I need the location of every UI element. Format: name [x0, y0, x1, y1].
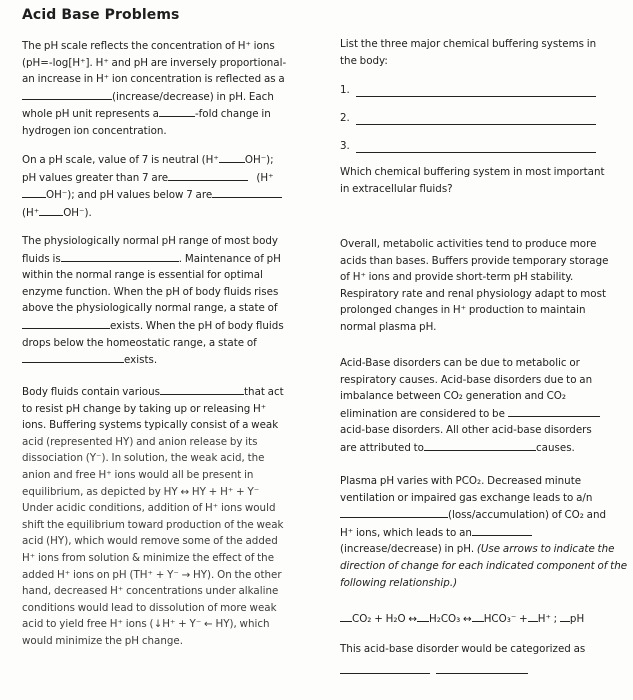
text-line: (increase/decrease) in pH.	[340, 543, 477, 556]
text-line: (H⁺	[256, 171, 274, 184]
text-line: OH⁻); and pH values below 7 are	[46, 189, 213, 202]
equation-term: pH	[569, 613, 585, 625]
text-line: OH⁻);	[244, 154, 274, 166]
text-line: whole pH unit represents a	[22, 108, 159, 121]
text-line: enzyme function. When the pH of body fluids rises	[22, 285, 279, 298]
ph-change-blank[interactable]	[472, 524, 532, 536]
neutral-ph-paragraph	[22, 151, 314, 221]
answer-blank-2[interactable]	[356, 113, 596, 125]
metabolic-paragraph	[340, 236, 632, 336]
text-line: Respiratory rate and renal physiology adapt to most	[340, 287, 607, 300]
ph-scale-paragraph	[22, 38, 314, 140]
neutral-relation-blank[interactable]	[219, 151, 245, 163]
above-7-blank[interactable]	[168, 169, 248, 181]
disorders-paragraph	[340, 355, 632, 457]
text-line: of H⁺ ions and provide short-term pH stability.	[340, 271, 574, 284]
hco3-arrow-blank[interactable]	[472, 610, 484, 622]
text-line: This acid-base disorder would be categorized as	[340, 643, 586, 655]
text-line: (pH=-log[H⁺]. H⁺ and pH are inversely proportional-	[22, 56, 287, 69]
text-line: the body:	[340, 54, 388, 67]
ph-arrow-blank[interactable]	[560, 610, 570, 622]
above-7-relation-blank[interactable]	[22, 186, 46, 198]
text-line: The physiologically normal pH range of most body	[22, 235, 279, 247]
co2-arrow-blank[interactable]	[340, 610, 352, 622]
instruction-italic: (Use arrows to indicate the	[476, 543, 615, 556]
text-line: added H⁺ ions on pH (TH⁺ + Y⁻ → HY). On the other	[22, 568, 282, 581]
extracellular-question	[340, 164, 632, 197]
page-title: Acid Base Problems	[22, 7, 180, 23]
answer-line-1	[340, 84, 350, 96]
category-blank-1[interactable]	[340, 662, 430, 674]
list-number: 2.	[340, 112, 350, 124]
text-line: shift the equilibrium toward production of the weak	[22, 518, 284, 531]
text-line: The pH scale reflects the concentration of H⁺ ions	[22, 40, 275, 52]
equation-term: H₂CO₃ ↔	[428, 613, 472, 625]
alkalosis-blank[interactable]	[22, 317, 110, 329]
text-line: Overall, metabolic activities tend to produce more	[340, 238, 597, 250]
text-line: Body fluids contain various	[22, 386, 160, 398]
list-number: 3.	[340, 140, 350, 152]
text-line: H⁺ ions, which leads to an	[340, 526, 472, 539]
text-line: respiratory causes. Acid-base disorders due to an	[340, 373, 593, 386]
text-line: pH values greater than 7 are	[22, 171, 169, 184]
h2co3-arrow-blank[interactable]	[417, 610, 429, 622]
answer-line-2	[340, 112, 350, 124]
text-line: OH⁻).	[63, 206, 92, 219]
list-number: 1.	[340, 84, 350, 96]
text-line: dissociation (Y⁻). In solution, the weak acid, the	[22, 452, 265, 465]
answer-line-3	[340, 140, 350, 152]
text-line: an increase in H⁺ ion concentration is reflected as a	[22, 73, 285, 86]
text-line: that act	[244, 386, 284, 398]
physiological-ph-paragraph	[22, 233, 314, 369]
text-line: anion and free H⁺ ions would all be present in	[22, 468, 254, 481]
text-line: (loss/accumulation) of CO₂ and	[448, 509, 607, 522]
loss-accumulation-blank[interactable]	[340, 506, 448, 518]
normal-range-blank[interactable]	[61, 250, 179, 262]
text-line: prolonged changes in H⁺ production to maintain	[340, 304, 586, 317]
text-line: normal plasma pH.	[340, 320, 437, 333]
h-ion-arrow-blank[interactable]	[528, 610, 538, 622]
text-line: Which chemical buffering system in most important	[340, 166, 605, 178]
plasma-ph-paragraph	[340, 473, 632, 591]
text-line: Under acidic conditions, addition of H⁺ ions would	[22, 502, 276, 515]
text-line: drops below the homeostatic range, a state of	[22, 336, 257, 349]
text-line: H⁺ ions from solution & minimize the effect of the	[22, 551, 275, 564]
below-7-blank[interactable]	[212, 186, 282, 198]
text-line: fluids is	[22, 252, 61, 265]
text-line: acids than bases. Buffers provide temporary storage	[340, 254, 609, 267]
text-line: exists.	[124, 354, 158, 367]
text-line: acid to yield free H⁺ ions (↓H⁺ + Y⁻ ← HY), which	[22, 618, 270, 631]
text-line: in extracellular fluids?	[340, 182, 453, 195]
fold-change-blank[interactable]	[159, 105, 195, 117]
equation-line	[340, 610, 632, 628]
text-line: acid (represented HY) and anion release by its	[22, 435, 258, 448]
text-line: imbalance between CO₂ generation and CO₂	[340, 390, 567, 403]
acidosis-blank[interactable]	[22, 351, 124, 363]
text-line: within the normal range is essential for optimal	[22, 269, 263, 282]
below-7-relation-blank[interactable]	[39, 204, 63, 216]
categorized-question	[340, 641, 632, 679]
text-line: hydrogen ion concentration.	[22, 124, 167, 137]
text-line: conditions would lead to dissolution of more weak	[22, 601, 277, 614]
answer-blank-1[interactable]	[356, 85, 596, 97]
text-line: On a pH scale, value of 7 is neutral (H⁺	[22, 154, 219, 166]
equation-term: HCO₃⁻ +	[483, 613, 528, 625]
text-line: List the three major chemical buffering systems in	[340, 38, 597, 50]
text-line: (H⁺	[22, 206, 40, 219]
text-line: Plasma pH varies with PCO₂. Decreased minute	[340, 475, 582, 487]
text-line: Acid-Base disorders can be due to metabolic or	[340, 357, 580, 369]
increase-decrease-blank[interactable]	[22, 88, 112, 100]
text-line: elimination are considered to be	[340, 407, 505, 420]
category-blank-2[interactable]	[436, 662, 528, 674]
answer-blank-3[interactable]	[356, 141, 596, 153]
buffers-blank[interactable]	[160, 383, 244, 395]
instruction-italic: following relationship.)	[340, 576, 458, 589]
equation-term: CO₂ + H₂O ↔	[352, 613, 417, 625]
text-line: acid-base disorders. All other acid-base disorders	[340, 424, 592, 437]
text-line: would minimize the pH change.	[22, 634, 183, 647]
text-line: (increase/decrease) in pH. Each	[112, 90, 274, 103]
metabolic-blank[interactable]	[424, 439, 536, 451]
text-line: above the physiologically normal range, a state of	[22, 302, 278, 315]
buffer-systems-question	[340, 36, 632, 69]
instruction-italic: direction of change for each indicated component of the	[340, 559, 628, 572]
buffers-paragraph	[22, 383, 314, 650]
text-line: ions. Buffering systems typically consist of a weak	[22, 419, 279, 432]
equation-term: H⁺ ;	[537, 613, 558, 625]
text-line: exists. When the pH of body fluids	[110, 319, 284, 332]
text-line: equilibrium, as depicted by HY ↔ HY + H⁺ + Y⁻	[22, 485, 260, 498]
text-line: acid (HY), which would remove some of the added	[22, 535, 278, 548]
text-line: . Maintenance of pH	[178, 252, 281, 265]
text-line: causes.	[536, 441, 575, 454]
text-line: to resist pH change by taking up or releasing H⁺	[22, 402, 267, 415]
text-line: are attributed to	[340, 441, 424, 454]
text-line: hand, decreased H⁺ concentrations under alkaline	[22, 585, 279, 598]
respiratory-blank[interactable]	[508, 405, 600, 417]
text-line: -fold change in	[194, 108, 271, 121]
text-line: ventilation or impaired gas exchange leads to a/n	[340, 491, 593, 504]
